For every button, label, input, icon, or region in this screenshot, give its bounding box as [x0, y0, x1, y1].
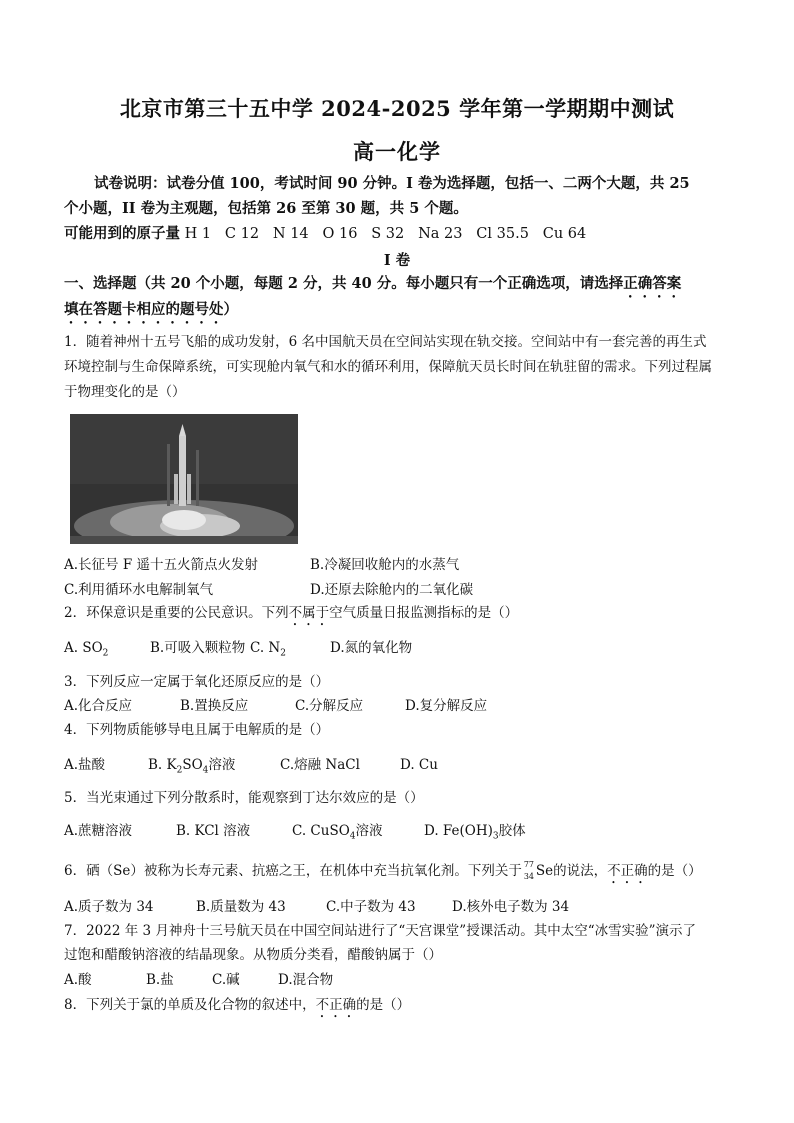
q1-stem-line-3: 于物理变化的是（） — [64, 384, 186, 400]
emphasized-text: 不属于 — [288, 605, 330, 621]
q7-option-b[interactable]: B.盐 — [146, 972, 174, 988]
q3-option-a[interactable]: A.化合反应 — [64, 698, 133, 714]
emphasized-text: 正确答案 — [623, 275, 682, 292]
q4-option-b[interactable]: B. $K_2SO_4$溶液 — [148, 757, 236, 776]
atomic-mass-label: 可能用到的原子量 — [64, 225, 180, 242]
q1-option-a[interactable]: A.长征号 F 遥十五火箭点火发射 — [64, 557, 258, 573]
rocket-launch-photo — [70, 414, 298, 544]
q2-stem: 2．环保意识是重要的公民意识。下列不属于空气质量日报监测指标的是（） — [64, 605, 519, 621]
emphasized-text: 填在答题卡相应的题号处 — [64, 301, 224, 318]
q5-option-d[interactable]: D. $Fe(OH)_3$胶体 — [424, 823, 526, 842]
section-heading-line-2: 填在答题卡相应的题号处） — [64, 301, 238, 318]
q8-stem: 8．下列关于氯的单质及化合物的叙述中，不正确的是（） — [64, 997, 411, 1013]
q1-option-b[interactable]: B.冷凝回收舱内的水蒸气 — [310, 557, 460, 573]
section-heading-line-1: 一、选择题（共 20 个小题，每题 2 分，共 40 分。每小题只有一个正确选项，请选择正确答案 — [64, 275, 682, 292]
q2-option-d[interactable]: D.氮的氧化物 — [330, 640, 413, 656]
q1-option-c[interactable]: C.利用循环水电解制氧气 — [64, 582, 214, 598]
q7-option-d[interactable]: D.混合物 — [278, 972, 334, 988]
q2-option-a[interactable]: A. $SO_2$ — [64, 640, 109, 659]
q6-option-b[interactable]: B.质量数为 43 — [196, 899, 286, 915]
q1-stem-line-1: 1．随着神州十五号飞船的成功发射，6 名中国航天员在空间站实现在轨交接。空间站中有一套完善的再生式 — [64, 334, 707, 350]
emphasized-text: 不正确 — [607, 863, 648, 879]
volume-heading: I 卷 — [383, 252, 411, 269]
q7-option-c[interactable]: C.碱 — [212, 972, 240, 988]
q6-stem: 6．硒（Se）被称为长寿元素、抗癌之王，在机体中充当抗氧化剂。下列关于 77 34 Se的说法，不正确的是（） — [64, 860, 702, 881]
atomic-mass-line — [64, 224, 586, 244]
exam-subject: 高一化学 — [353, 139, 441, 164]
exam-title: 北京市第三十五中学 2024-2025 学年第一学期期中测试 — [119, 96, 675, 121]
q3-stem: 3．下列反应一定属于氧化还原反应的是（） — [64, 674, 330, 690]
q3-option-b[interactable]: B.置换反应 — [180, 698, 249, 714]
q7-stem-line-2: 过饱和醋酸钠溶液的结晶现象。从物质分类看，醋酸钠属于（） — [64, 947, 442, 963]
q2-option-c[interactable]: C. $N_2$ — [250, 640, 286, 659]
q5-option-a[interactable]: A.蔗糖溶液 — [64, 823, 133, 839]
instructions-line-2: 个小题，II 卷为主观题，包括第 26 至第 30 题，共 5 个题。 — [64, 200, 468, 217]
q4-option-d[interactable]: D. Cu — [400, 757, 438, 773]
q1-stem-line-2: 环境控制与生命保障系统，可实现舱内氧气和水的循环利用，保障航天员长时间在轨驻留的需求。下列过程属 — [64, 359, 712, 375]
q2-option-b[interactable]: B.可吸入颗粒物 — [150, 640, 246, 656]
q5-option-c[interactable]: C. CuSO$_4$溶液 — [292, 823, 383, 842]
instructions-line-1: 试卷说明：试卷分值 100，考试时间 90 分钟。I 卷为选择题，包括一、二两个大题，共 25 — [94, 175, 690, 192]
q4-option-a[interactable]: A.盐酸 — [64, 757, 106, 773]
q6-option-d[interactable]: D.核外电子数为 34 — [452, 899, 570, 915]
q6-option-a[interactable]: A.质子数为 34 — [64, 899, 154, 915]
q3-option-d[interactable]: D.复分解反应 — [405, 698, 488, 714]
q1-option-d[interactable]: D.还原去除舱内的二氧化碳 — [310, 582, 474, 598]
q7-stem-line-1: 7．2022 年 3 月神舟十三号航天员在中国空间站进行了“天宫课堂”授课活动。其中太空“冰雪实验”演示了 — [64, 923, 697, 939]
atomic-mass-values: H 1 C 12 N 14 O 16 S 32 Na 23 Cl 35.5 Cu 64 — [184, 226, 587, 242]
selenium-isotope-notation: 77 34 — [523, 860, 535, 881]
q7-option-a[interactable]: A.酸 — [64, 972, 92, 988]
q5-option-b[interactable]: B. KCl 溶液 — [176, 823, 251, 839]
q6-option-c[interactable]: C.中子数为 43 — [326, 899, 416, 915]
emphasized-text: 不正确 — [315, 997, 357, 1013]
q5-stem: 5．当光束通过下列分散系时，能观察到丁达尔效应的是（） — [64, 790, 424, 806]
q4-option-c[interactable]: C.熔融 NaCl — [280, 757, 360, 773]
q3-option-c[interactable]: C.分解反应 — [295, 698, 364, 714]
q4-stem: 4．下列物质能够导电且属于电解质的是（） — [64, 722, 330, 738]
